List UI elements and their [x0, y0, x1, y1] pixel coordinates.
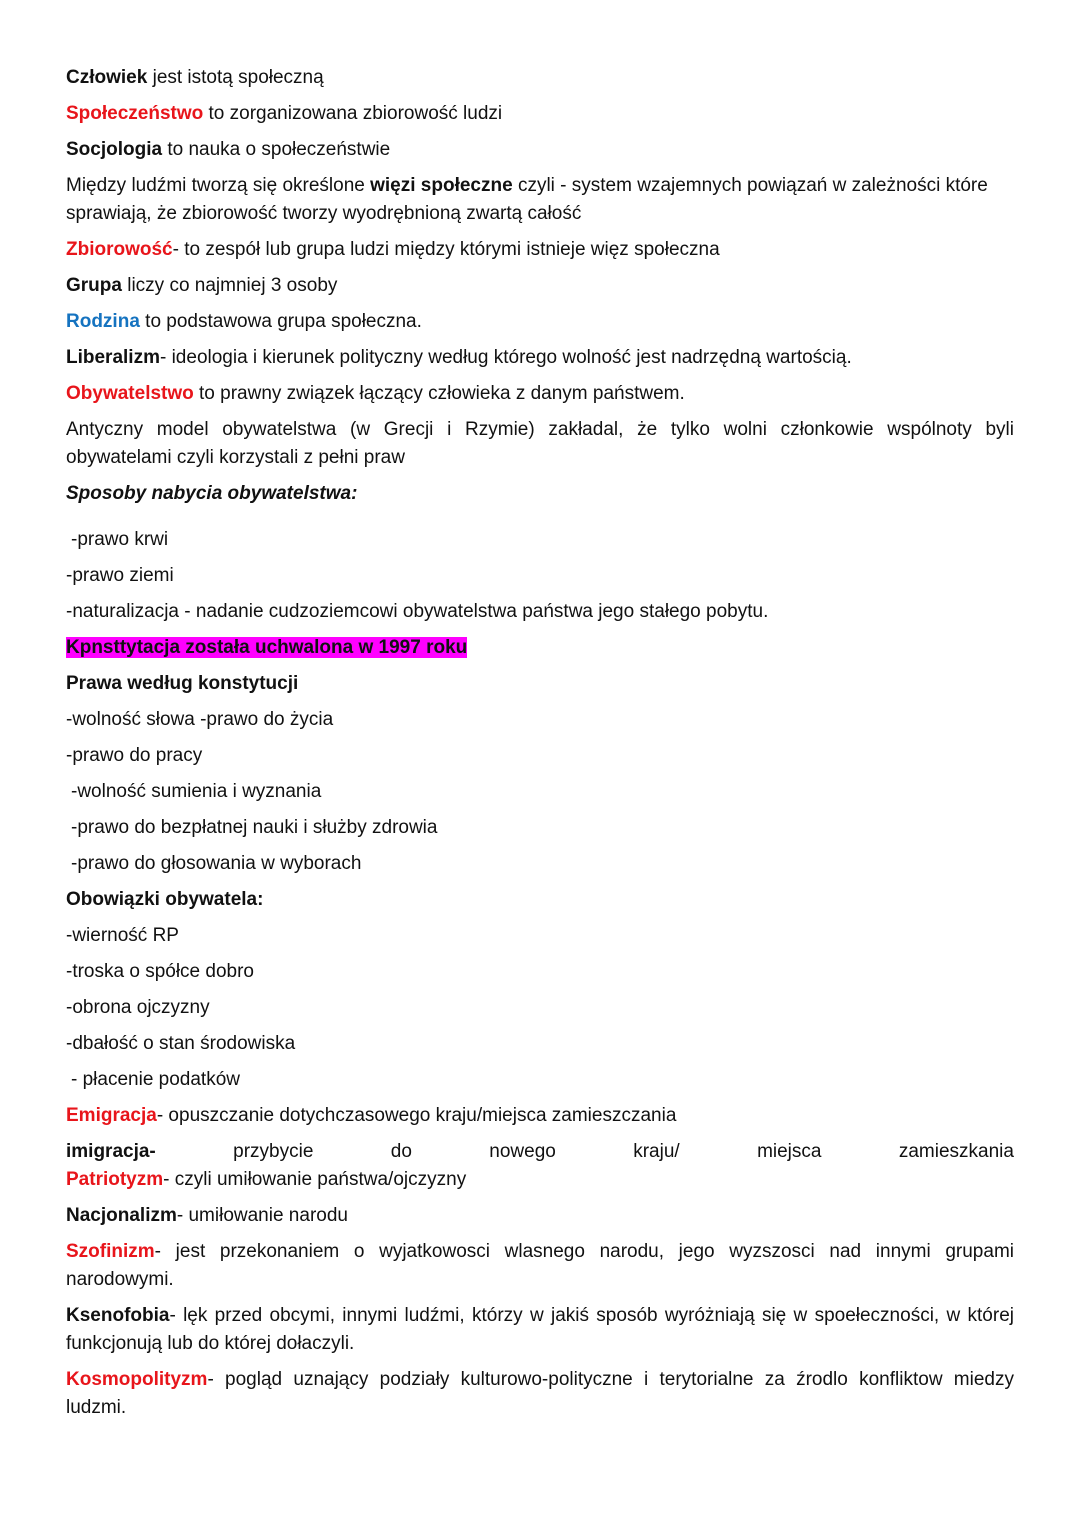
term-spoleczenstwo: Społeczeństwo [66, 103, 204, 124]
wiezi-intro: Między ludźmi tworzą się określone [66, 175, 371, 196]
list-item-duty-1: -wierność RP [66, 925, 179, 946]
definition-rodzina: to podstawowa grupa społeczna. [139, 311, 422, 332]
definition-liberalizm: - ideologia i kierunek polityczny według którego wolność jest nadrzędną wartością. [159, 347, 852, 368]
definition-patriotyzm: - czyli umiłowanie państwa/ojczyzny [163, 1169, 467, 1190]
highlight-text: Kpnsttytacja została uchwalona w 1997 roku [66, 637, 468, 658]
note-line-spoleczenstwo [66, 100, 1014, 128]
imigracja-word-6: zamieszkania [898, 1141, 1014, 1162]
term-rodzina: Rodzina [66, 311, 140, 332]
term-patriotyzm: Patriotyzm [66, 1169, 164, 1190]
list-item-acquisition-3: -naturalizacja - nadanie cudzoziemcowi obywatelstwa państwa jego stałego pobytu. [66, 601, 769, 622]
term-szofinizm: Szofinizm [66, 1241, 155, 1262]
note-line-obywatelstwo [66, 380, 1014, 408]
term-ksenofobia: Ksenofobia [66, 1305, 170, 1326]
note-line-grupa [66, 272, 1014, 300]
term-zbiorowosc: Zbiorowość [66, 239, 173, 260]
term-wiezi-spoleczne: więzi społeczne [370, 175, 513, 196]
highlighted-constitution-note [66, 634, 1014, 662]
term-czlowiek: Człowiek [66, 67, 148, 88]
list-item-duty-3: -obrona ojczyzny [66, 997, 210, 1018]
term-imigracja: imigracja- [66, 1141, 156, 1162]
list-item-duty-5: - płacenie podatków [71, 1069, 240, 1090]
definition-obywatelstwo: to prawny związek łączący człowieka z danym państwem. [193, 383, 685, 404]
list-item-right-3: -wolność sumienia i wyznania [71, 781, 322, 802]
note-line-socjologia [66, 136, 1014, 164]
definition-emigracja: - opuszczanie dotychczasowego kraju/miejsca zamieszczania [156, 1105, 677, 1126]
note-line-nacjonalizm [66, 1202, 1014, 1230]
term-grupa: Grupa [66, 275, 122, 296]
heading-prawa: Prawa według konstytucji [66, 673, 299, 694]
note-line-kosmopolityzm [66, 1366, 1014, 1422]
note-line-emigracja [66, 1102, 1014, 1130]
definition-czlowiek: jest istotą społeczną [147, 67, 324, 88]
notes-page [66, 64, 1014, 1430]
term-nacjonalizm: Nacjonalizm [66, 1205, 177, 1226]
imigracja-word-5: miejsca [757, 1141, 822, 1162]
list-item-duty-4: -dbałość o stan środowiska [66, 1033, 296, 1054]
definition-nacjonalizm: - umiłowanie narodu [176, 1205, 348, 1226]
definition-grupa: liczy co najmniej 3 osoby [121, 275, 338, 296]
list-item-right-5: -prawo do głosowania w wyborach [71, 853, 362, 874]
list-item-acquisition-2: -prawo ziemi [66, 565, 174, 586]
note-line-imigracja [66, 1138, 1014, 1166]
note-line-liberalizm [66, 344, 1014, 372]
heading-sposoby-nabycia: Sposoby nabycia obywatelstwa: [66, 483, 358, 504]
term-obywatelstwo: Obywatelstwo [66, 383, 194, 404]
definition-wiezi: czyli - system wzajemnych powiązań w zależności które sprawiają, że zbiorowość tworzy wyodrębnioną zwartą całość [66, 175, 988, 224]
note-line-zbiorowosc [66, 236, 1014, 264]
list-item-right-2: -prawo do pracy [66, 745, 203, 766]
list-item-right-4: -prawo do bezpłatnej nauki i służby zdrowia [71, 817, 438, 838]
note-line-rodzina [66, 308, 1014, 336]
heading-obowiazki: Obowiązki obywatela: [66, 889, 264, 910]
term-kosmopolityzm: Kosmopolityzm [66, 1369, 208, 1390]
imigracja-word-3: nowego [489, 1141, 556, 1162]
imigracja-word-2: do [390, 1141, 412, 1162]
term-emigracja: Emigracja [66, 1105, 157, 1126]
note-line-patriotyzm [66, 1166, 1014, 1194]
imigracja-word-4: kraju/ [633, 1141, 680, 1162]
note-line-wiezi [66, 172, 1014, 228]
list-item-duty-2: -troska o spółce dobro [66, 961, 254, 982]
definition-zbiorowosc: - to zespół lub grupa ludzi między którymi istnieje więz społeczna [172, 239, 720, 260]
definition-kosmopolityzm: - pogląd uznający podziały kulturowo-polityczne i terytorialne za źrodlo konfliktow miedzy ludzmi. [66, 1369, 1014, 1418]
term-liberalizm: Liberalizm [66, 347, 160, 368]
term-socjologia: Socjologia [66, 139, 163, 160]
definition-ksenofobia: - lęk przed obcymi, innymi ludźmi, którzy w jakiś sposób wyróżniają się w spoełeczności, w której funkcjonują lub do której dołaczyli. [66, 1305, 1014, 1354]
definition-spoleczenstwo: to zorganizowana zbiorowość ludzi [203, 103, 503, 124]
note-line-czlowiek [66, 64, 1014, 92]
definition-szofinizm: - jest przekonaniem o wyjatkowosci wlasnego narodu, jego wyzszosci nad innymi grupami narodowymi. [66, 1241, 1014, 1290]
list-item-acquisition-1: -prawo krwi [71, 529, 169, 550]
note-line-ksenofobia [66, 1302, 1014, 1358]
definition-socjologia: to nauka o społeczeństwie [162, 139, 391, 160]
imigracja-word-1: przybycie [233, 1141, 314, 1162]
note-line-antyczny-model: Antyczny model obywatelstwa (w Grecji i Rzymie) zakładal, że tylko wolni członkowie wspólnoty byli obywatelami czyli korzystali z pełni praw [66, 419, 1014, 468]
note-line-szofinizm [66, 1238, 1014, 1294]
list-item-right-1: -wolność słowa -prawo do życia [66, 709, 334, 730]
